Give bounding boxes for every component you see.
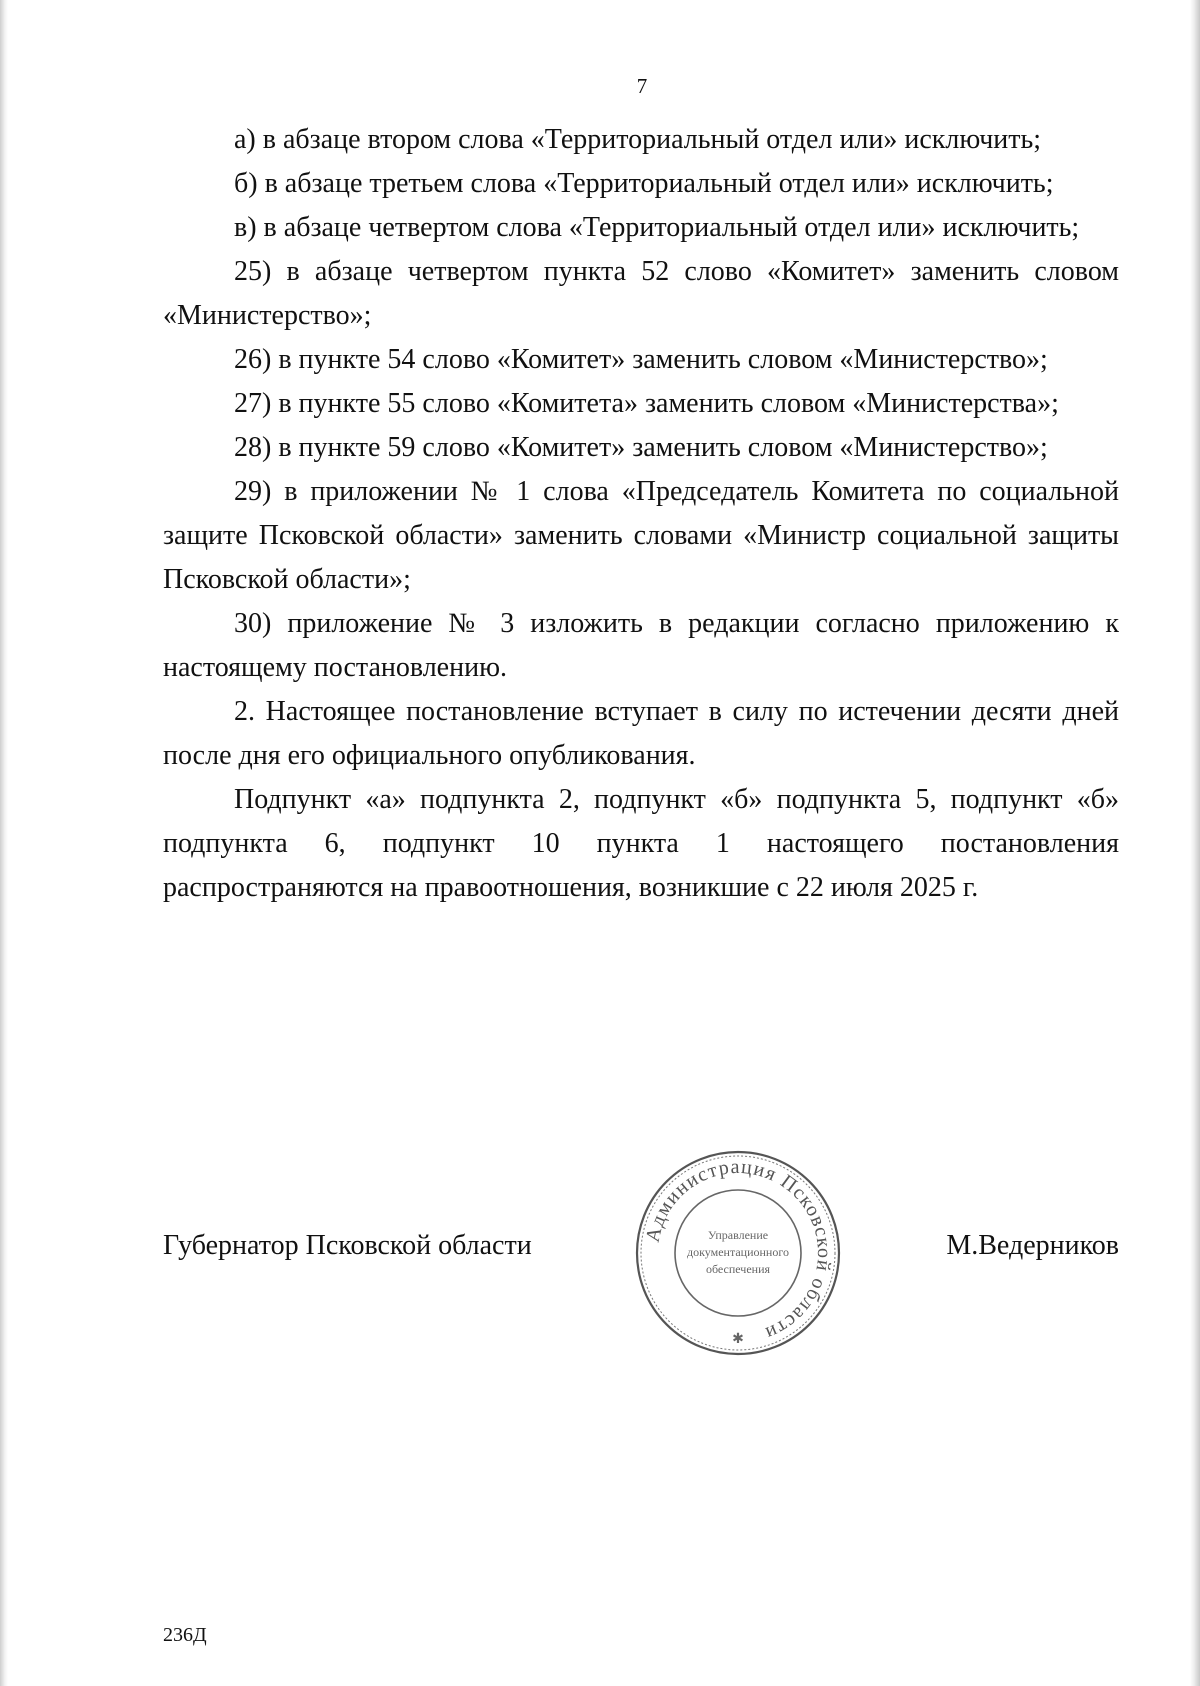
paragraph-effective-date: Подпункт «а» подпункта 2, подпункт «б» подпункта 5, подпункт «б» подпункта 6, подпункт 10 пункта 1 настоящего постановления распространяются на правоотношения, возникшие с 22 июля 2025 г. xyxy=(163,784,1119,903)
paragraph-v: в) в абзаце четвертом слова «Территориальный отдел или» исключить; xyxy=(234,212,1080,243)
document-body xyxy=(163,118,1119,910)
paragraph-2: 2. Настоящее постановление вступает в силу по истечении десяти дней после дня его официального опубликования. xyxy=(163,696,1119,771)
scan-edge-right xyxy=(1190,0,1200,1686)
page-number: 7 xyxy=(636,74,648,98)
stamp-outer-text: Администрация Псковской области xyxy=(641,1155,836,1345)
paragraph-b: б) в абзаце третьем слова «Территориальный отдел или» исключить; xyxy=(234,168,1054,199)
official-stamp xyxy=(632,1147,844,1359)
paragraph-a: а) в абзаце втором слова «Территориальный отдел или» исключить; xyxy=(234,124,1042,155)
stamp-inner-line-2: документационного xyxy=(687,1245,789,1259)
paragraph-29: 29) в приложении № 1 слова «Председатель Комитета по социальной защите Псковской области» заменить словами «Министр социальной защиты Псковской области»; xyxy=(163,476,1119,595)
signatory-name: М.Ведерников xyxy=(946,1230,1119,1261)
scan-edge-left xyxy=(0,0,8,1686)
paragraph-28: 28) в пункте 59 слово «Комитет» заменить словом «Министерство»; xyxy=(234,432,1048,463)
paragraph-27: 27) в пункте 55 слово «Комитета» заменить словом «Министерства»; xyxy=(234,388,1059,419)
stamp-inner-line-3: обеспечения xyxy=(705,1262,771,1276)
document-code: 236Д xyxy=(163,1624,207,1646)
paragraph-30: 30) приложение № 3 изложить в редакции согласно приложению к настоящему постановлению. xyxy=(163,608,1119,683)
paragraph-26: 26) в пункте 54 слово «Комитет» заменить словом «Министерство»; xyxy=(234,344,1048,375)
stamp-inner-line-1: Управление xyxy=(707,1228,769,1242)
signatory-position: Губернатор Псковской области xyxy=(163,1230,532,1261)
paragraph-25: 25) в абзаце четвертом пункта 52 слово «Комитет» заменить словом «Министерство»; xyxy=(163,256,1119,331)
stamp-star-icon: ✱ xyxy=(732,1331,744,1347)
